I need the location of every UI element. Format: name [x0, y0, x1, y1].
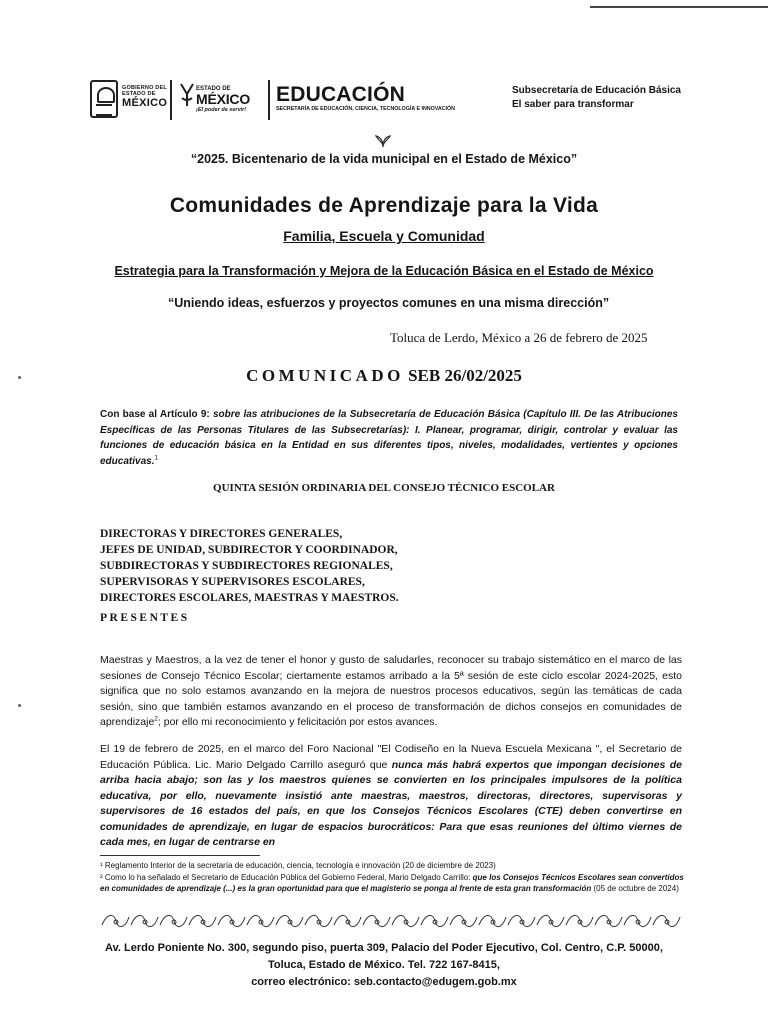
footnote-2-plain: ² Como lo ha señalado el Secretario de Educación Pública del Gobierno Federal, Mario Delgado Carrillo:	[100, 872, 473, 882]
ornament-scroll	[537, 915, 564, 926]
ornament-scroll	[276, 915, 303, 926]
footer-address	[0, 940, 768, 991]
footnote-2	[100, 872, 686, 895]
ornament-scroll	[450, 915, 477, 926]
footnote-2-quote: que los Consejos Técnicos Escolares sean convertidos en comunidades de aprendizaje (...) es la gran oportunidad para que el magisterio se ponga al frente de esta gran transformación	[100, 872, 684, 893]
ornament-scroll	[566, 915, 593, 926]
subsecretaria-name: Subsecretaría de Educación Básica	[512, 85, 681, 96]
gob-small-2: ESTADO DE	[122, 90, 156, 97]
addressee-line: DIRECTORAS Y DIRECTORES GENERALES,	[100, 528, 343, 540]
para1-tail: ; por ello mi reconocimiento y felicitación por estos avances.	[157, 716, 438, 728]
legal-basis-paragraph	[100, 407, 678, 469]
sub-title: Familia, Escuela y Comunidad	[283, 228, 485, 244]
footnote-ref: 1	[154, 454, 159, 462]
edo-big: MÉXICO	[196, 91, 251, 107]
footnote-rule	[100, 855, 260, 856]
para2-quote: nunca más habrá expertos que impongan decisiones de arriba hacia abajo; son las y los maestros quienes se convierten en los principales impulsores de la política educativa, por ello, nuevamente insistió ante maestras, maestros, directoras, directores, supervisoras y supervisores de 16 estados del país, en que los Consejos Técnicos Escolares (CTE) deben convertirse en comunidades de aprendizaje, en lugar de espacios burocráticos: Para que esas reuniones del último viernes de cada mes, en lugar de centrarse en	[100, 758, 682, 848]
educacion-logo-subtitle: SECRETARÍA DE EDUCACIÓN, CIENCIA, TECNOLOGÍA E INNOVACIÓN	[276, 106, 455, 112]
ornament-scroll	[363, 915, 390, 926]
basis-lead: Con base al Artículo 9:	[100, 409, 210, 420]
ornament-scroll	[508, 915, 535, 926]
ornament-scroll	[334, 915, 361, 926]
comunicado-heading	[0, 366, 768, 386]
ornament-scroll	[160, 915, 187, 926]
addressee-line: DIRECTORES ESCOLARES, MAESTRAS Y MAESTROS.	[100, 592, 399, 604]
ornament-scroll	[218, 915, 245, 926]
year-legend: “2025. Bicentenario de la vida municipal en el Estado de México”	[190, 152, 578, 166]
subsecretaria-block	[512, 84, 681, 112]
place-date: Toluca de Lerdo, México a 26 de febrero de 2025	[390, 330, 648, 345]
comunicado-code: SEB 26/02/2025	[408, 366, 522, 385]
basis-text: sobre las atribuciones de la Subsecretaría de Educación Básica (Capítulo III. De las Atribuciones Específicas de las Personas Titulares de las Subsecretarías): I. Planear, programar, dirigir, controlar y evaluar las funciones de educación básica en la Entidad en sus diferentes tipos, niveles, modalidades, vertientes y opciones educativas.	[100, 409, 678, 467]
edo-slogan: ¡El poder de servir!	[196, 107, 247, 113]
gob-big: MÉXICO	[122, 97, 168, 109]
footnote-2-tail: (05 de octubre de 2024)	[591, 884, 679, 893]
logo-divider	[170, 80, 172, 120]
addressee-line: SUPERVISORAS Y SUPERVISORES ESCOLARES,	[100, 576, 365, 588]
educacion-logo-word: EDUCACIÓN	[276, 83, 405, 106]
body-paragraph-2	[100, 742, 682, 851]
comunicado-word: COMUNICADO	[246, 366, 404, 385]
top-edge-line	[590, 6, 768, 8]
edomex-logo-text	[196, 86, 250, 114]
edomex-logo-icon	[178, 82, 196, 108]
ornament-scroll	[479, 915, 506, 926]
ornament-scroll	[595, 915, 622, 926]
logo-divider	[268, 80, 270, 120]
scan-speck	[18, 376, 21, 379]
ornament-scroll	[305, 915, 332, 926]
edo-small: ESTADO DE	[196, 86, 231, 92]
para1-text: Maestras y Maestros, a la vez de tener el honor y gusto de saludarles, reconocer su trabajo sistemático en el marco de las sesiones de Consejo Técnico Escolar; ciertamente estamos arribado a la 5ª sesión de este ciclo escolar 2024-2025, esto significa que no solo estamos avanzando en la mejora de nuestros procesos educativos, según las temáticas de cada sesión, sino que también estamos avanzando en el proceso de transformación de dichos consejos en comunidades de aprendizaje	[100, 654, 682, 728]
decorative-border-icon	[96, 907, 686, 937]
state-seal-icon	[90, 80, 118, 118]
slogan: “Uniendo ideas, esfuerzos y proyectos comunes en una misma dirección”	[168, 296, 610, 310]
gob-small-1: GOBIERNO DEL	[122, 85, 167, 91]
footnote-1: ¹ Reglamento Interior de la secretaría de educación, ciencia, tecnología e innovación (20 de diciembre de 2023)	[100, 861, 496, 870]
main-title: Comunidades de Aprendizaje para la Vida	[169, 194, 599, 217]
subsecretaria-motto: El saber para transformar	[512, 99, 634, 110]
ornament-scroll	[421, 915, 448, 926]
presentes-label: PRESENTES	[100, 612, 190, 624]
address-line: Toluca, Estado de México. Tel. 722 167-8415,	[268, 959, 500, 971]
ornament-scroll	[189, 915, 216, 926]
address-line: correo electrónico: seb.contacto@edugem.gob.mx	[251, 976, 517, 988]
address-line: Av. Lerdo Poniente No. 300, segundo piso, puerta 309, Palacio del Poder Ejecutivo, Col. Centro, C.P. 50000,	[105, 942, 663, 954]
addressees-list	[100, 526, 399, 606]
para2-intro: El 19 de febrero de 2025, en el marco del Foro Nacional "El Codiseño en la Nueva Escuela Mexicana ", el Secretario de Educación Pública. Lic. Mario Delgado Carrillo aseguró que	[100, 743, 682, 771]
strategy-line: Estrategia para la Transformación y Mejora de la Educación Básica en el Estado de México	[114, 264, 654, 278]
ornament-scroll	[653, 915, 680, 926]
body-paragraph-1	[100, 653, 682, 731]
footnotes	[100, 860, 686, 895]
addressee-line: JEFES DE UNIDAD, SUBDIRECTOR Y COORDINADOR,	[100, 544, 398, 556]
scan-speck	[18, 704, 21, 707]
ornament-scroll	[131, 915, 158, 926]
gobierno-logo-text	[122, 86, 167, 109]
session-title: QUINTA SESIÓN ORDINARIA DEL CONSEJO TÉCNICO ESCOLAR	[213, 482, 555, 494]
ornament-scroll	[624, 915, 651, 926]
ornament-scroll	[392, 915, 419, 926]
addressee-line: SUBDIRECTORAS Y SUBDIRECTORES REGIONALES,	[100, 560, 393, 572]
footnote-ref: 2	[154, 715, 158, 723]
leaf-ornament-icon	[374, 134, 392, 148]
ornament-scroll	[247, 915, 274, 926]
ornament-scroll	[102, 915, 129, 926]
